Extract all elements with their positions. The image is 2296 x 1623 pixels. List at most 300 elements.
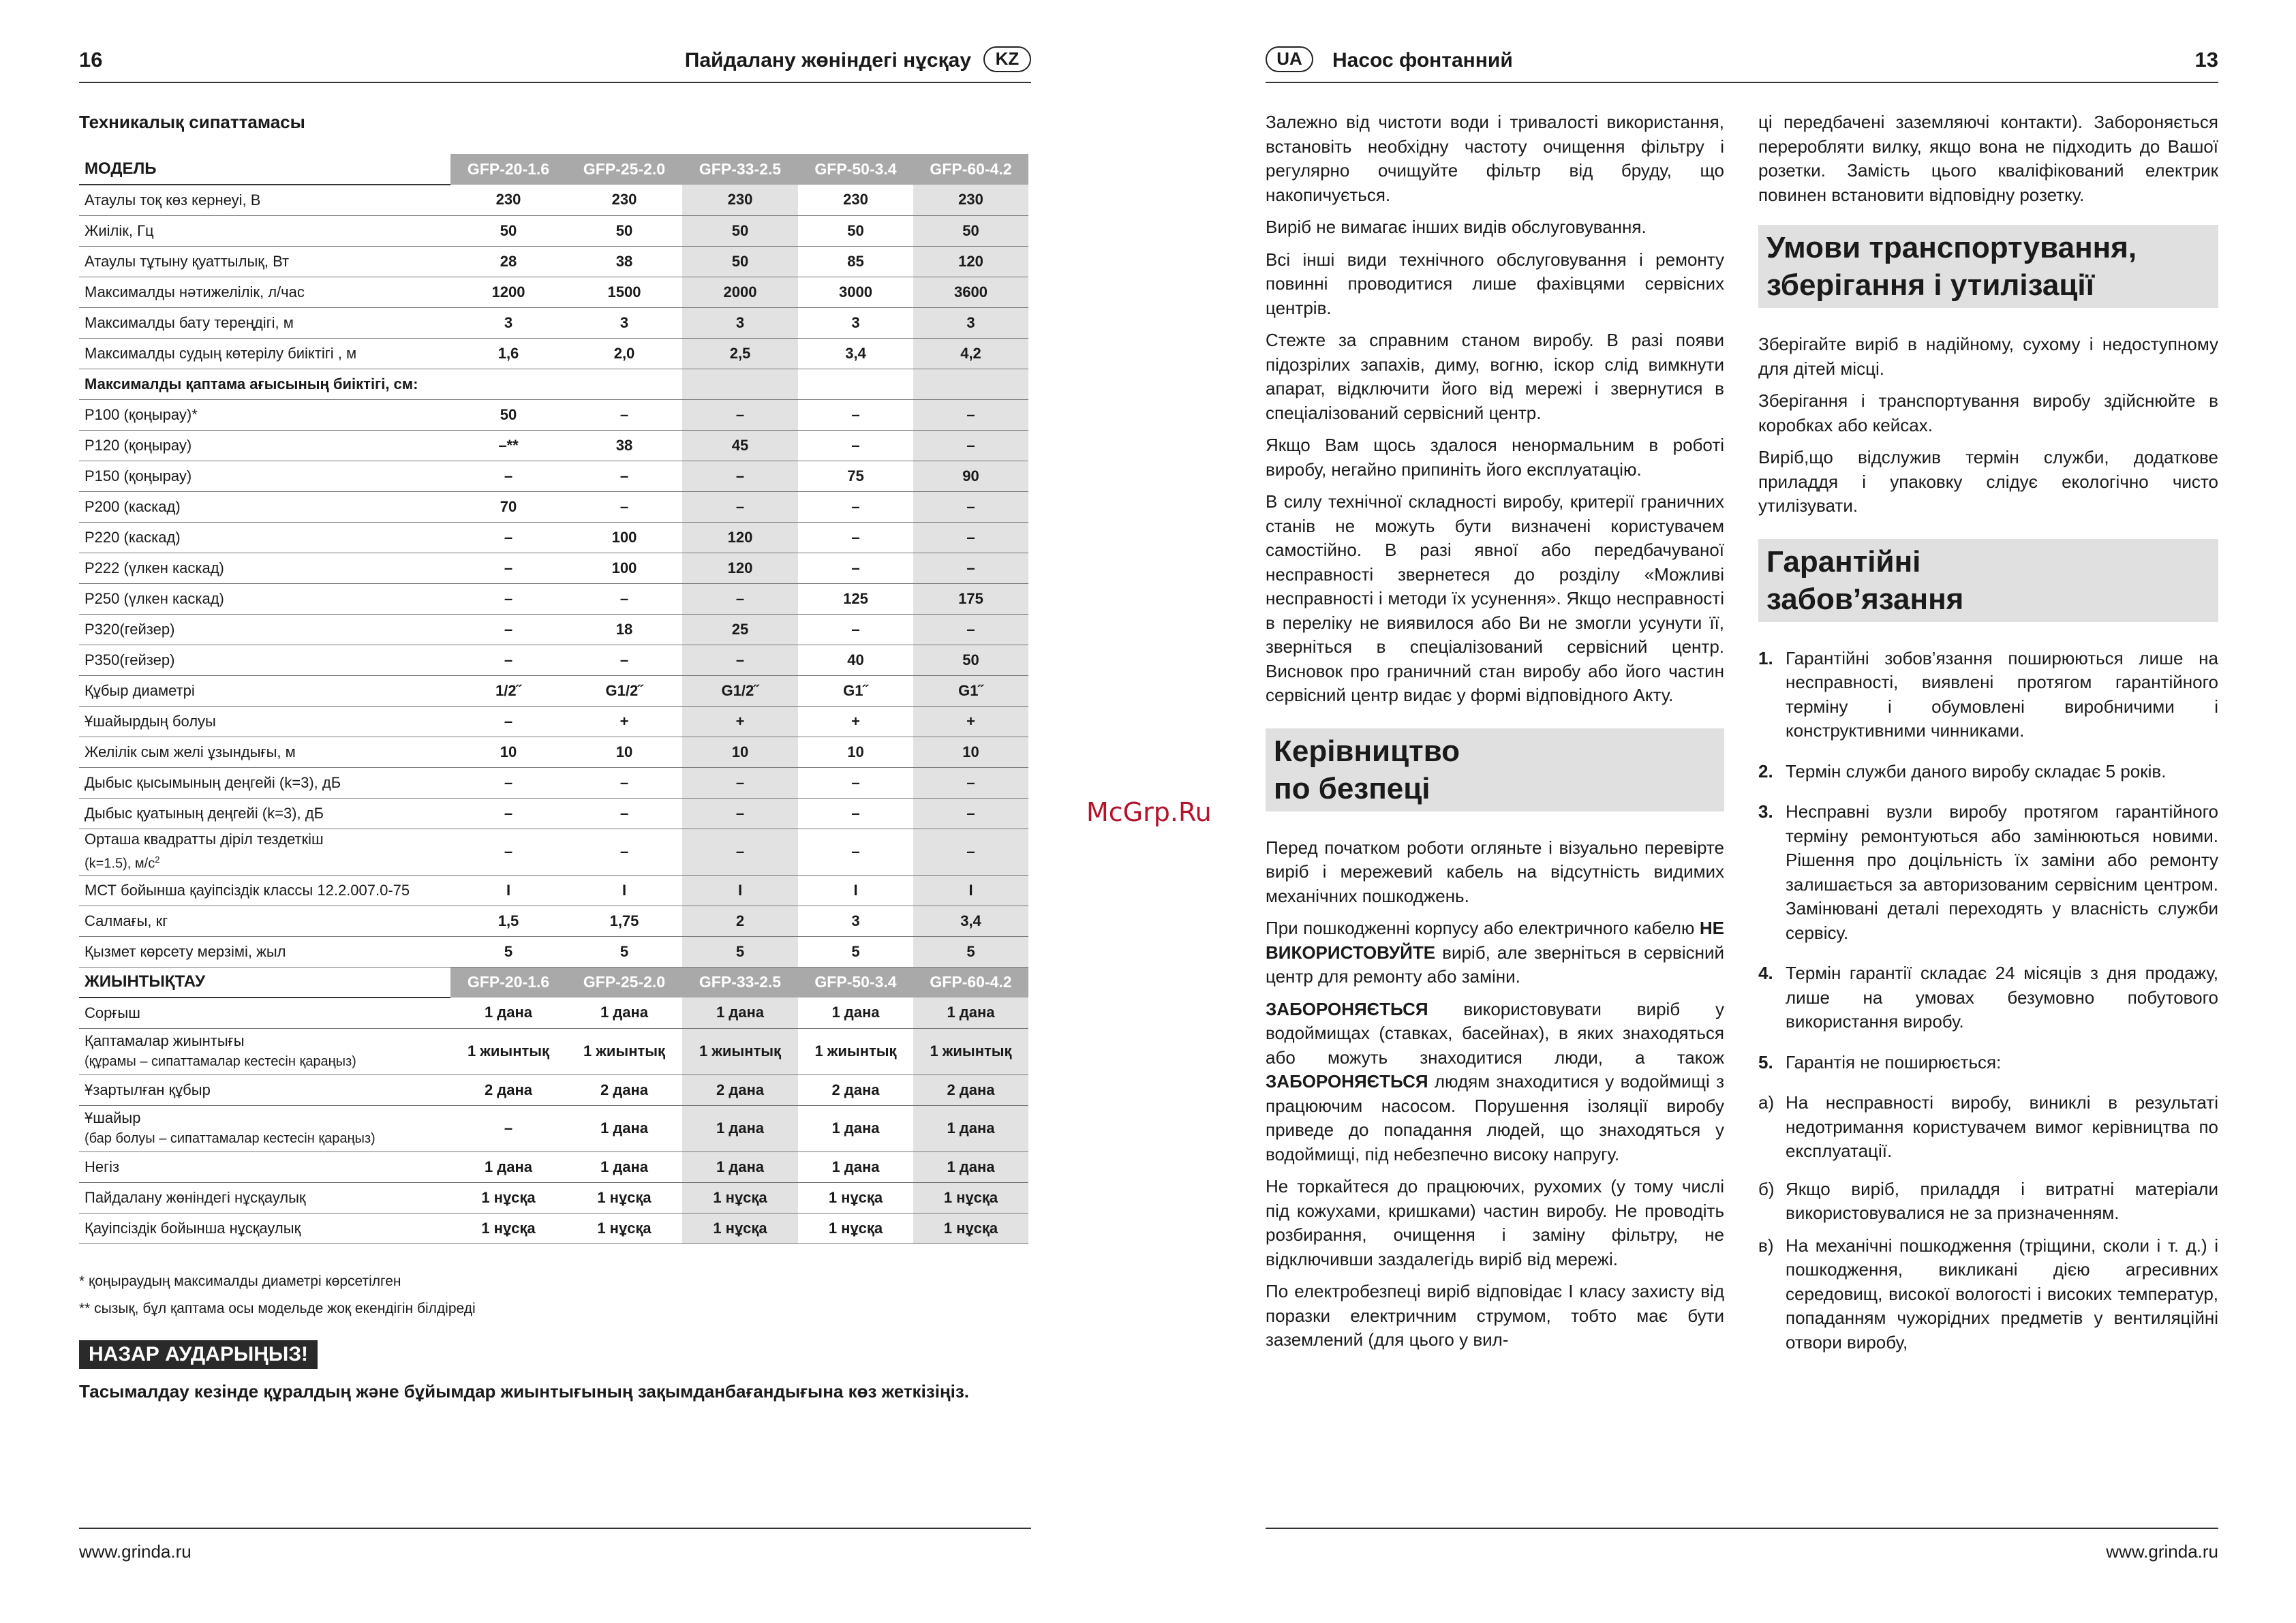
value-cell: 1,6: [450, 338, 566, 369]
warranty-item: [1758, 647, 2218, 743]
value-cell: 1 жиынтық: [798, 1028, 913, 1075]
value-cell: 38: [566, 246, 682, 277]
right-page: [1148, 0, 2296, 1623]
item-marker: 4.: [1758, 963, 1773, 983]
text: При пошкодженні корпусу або електричного кабелю: [1266, 918, 1700, 938]
value-cell: 1 дана: [913, 998, 1028, 1028]
value-cell: 10: [682, 737, 798, 767]
page-footer: [79, 1528, 1031, 1575]
row-label: Сорғыш: [79, 998, 450, 1028]
value-cell: 5: [566, 936, 682, 967]
value-cell: +: [566, 706, 682, 737]
value-cell: G1˝: [913, 675, 1028, 706]
value-cell: –: [566, 829, 682, 875]
value-cell: 1 жиынтық: [913, 1028, 1028, 1075]
item-text: Гарантійні зобов’язання поширюються лише на несправності, виявлені протягом гарантійного терміну і обумовлені виробничими і конструктивними чинниками.: [1786, 647, 2218, 741]
value-cell: 2,5: [682, 338, 798, 369]
paragraph: ці передбачені заземляючі контакти). Забороняється переробляти вилку, якщо вона не підходить до Вашої розетки. Замість цього кваліфікований електрик повинен встановити відповідну розетку.: [1758, 112, 2218, 205]
value-cell: –: [682, 461, 798, 491]
value-cell: I: [798, 875, 913, 906]
paragraph: [1266, 916, 1724, 989]
value-cell: –: [798, 614, 913, 645]
table-row: [79, 737, 1028, 767]
value-cell: –: [566, 399, 682, 430]
transport-heading: [1758, 225, 2218, 308]
value-cell: 2 дана: [798, 1075, 913, 1105]
value-cell: G1/2˝: [682, 675, 798, 706]
table-row: [79, 675, 1028, 706]
value-cell: +: [798, 706, 913, 737]
value-cell: 120: [913, 246, 1028, 277]
row-label: Максималды бату тереңдігі, м: [79, 307, 450, 338]
specifications-table: [79, 154, 1028, 1244]
language-badge: KZ: [983, 46, 1031, 72]
value-cell: –: [682, 399, 798, 430]
value-cell: 3: [450, 307, 566, 338]
value-cell: 50: [913, 645, 1028, 675]
label-text: (бар болуы – сипаттамалар кестесін қараңыз): [85, 1131, 376, 1146]
value-cell: 1 дана: [682, 1151, 798, 1182]
value-cell: –**: [450, 430, 566, 461]
empty-cell: [566, 369, 682, 399]
warranty-heading: [1758, 539, 2218, 622]
value-cell: 28: [450, 246, 566, 277]
value-cell: I: [682, 875, 798, 906]
value-cell: +: [913, 706, 1028, 737]
value-cell: 10: [798, 737, 913, 767]
value-cell: 38: [566, 430, 682, 461]
value-cell: –: [798, 399, 913, 430]
warranty-item: [1758, 1091, 2218, 1164]
item-marker: 5.: [1758, 1051, 1773, 1072]
item-text: Термін служби даного виробу складає 5 років.: [1786, 760, 2167, 782]
value-cell: 230: [798, 185, 913, 215]
value-cell: –: [450, 706, 566, 737]
paragraph: Якщо Вам щось здалося ненормальним в роботі виробу, негайно припиніть його експлуатацію.: [1266, 435, 1724, 480]
model-header: GFP-60-4.2: [913, 967, 1028, 998]
value-cell: 125: [798, 583, 913, 614]
value-cell: 50: [682, 215, 798, 246]
table-row: [79, 491, 1028, 522]
value-cell: 3,4: [798, 338, 913, 369]
label-line: [85, 850, 445, 874]
value-cell: –: [566, 491, 682, 522]
row-label: Максималды судың көтерілу биіктігі , м: [79, 338, 450, 369]
warranty-item: [1758, 1234, 2218, 1355]
row-label: Жиілік, Гц: [79, 215, 450, 246]
value-cell: 1 жиынтық: [450, 1028, 566, 1075]
row-label: P200 (каскад): [79, 491, 450, 522]
value-cell: 3600: [913, 277, 1028, 307]
value-cell: 1 нұсқа: [913, 1213, 1028, 1243]
footnote: * қоңыраудың максималды диаметрі көрсетілген: [79, 1273, 401, 1289]
text: використовувати виріб у водоймищах (ставках, басейнах), в яких знаходяться або можуть знаходитися люди, а також: [1266, 998, 1724, 1068]
value-cell: G1˝: [798, 675, 913, 706]
table-row: [79, 522, 1028, 553]
row-label: P222 (үлкен каскад): [79, 553, 450, 583]
heading-line: по безпеці: [1274, 771, 1430, 805]
value-cell: 230: [450, 185, 566, 215]
row-label: P100 (қоңырау)*: [79, 399, 450, 430]
table-row: [79, 1213, 1028, 1243]
intro-paragraphs: [1266, 110, 1724, 708]
value-cell: –: [913, 522, 1028, 553]
label-line: Орташа квадратты діріл тездеткіш: [85, 831, 324, 848]
table-row: [79, 767, 1028, 798]
table-row: [79, 307, 1028, 338]
row-label: P120 (қоңырау): [79, 430, 450, 461]
table-header-row: [79, 154, 1028, 185]
value-cell: 1 дана: [450, 998, 566, 1028]
page-header: [1266, 41, 2218, 83]
row-label: [79, 1105, 450, 1151]
value-cell: 70: [450, 491, 566, 522]
value-cell: –: [450, 461, 566, 491]
value-cell: –: [682, 767, 798, 798]
value-cell: 1 дана: [682, 1105, 798, 1151]
value-cell: 75: [798, 461, 913, 491]
value-cell: –: [450, 1105, 566, 1151]
value-cell: 4,2: [913, 338, 1028, 369]
paragraph: Перед початком роботи огляньте і візуально перевірте виріб і мережевий кабель на відсутність видимих механічних пошкоджень.: [1266, 837, 1724, 906]
empty-cell: [450, 369, 566, 399]
value-cell: 5: [913, 936, 1028, 967]
value-cell: –: [913, 829, 1028, 875]
table-row: [79, 185, 1028, 215]
row-label: Атаулы тоқ көз кернеуі, В: [79, 185, 450, 215]
value-cell: –: [913, 430, 1028, 461]
item-text: Несправні вузли виробу протягом гарантійного терміну ремонтуються або замінюються новими. Рішення про доцільність їх заміни або ремонту залишається за авторизованим сервісним центром. Замінювані деталі переходять у власність служби сервісу.: [1786, 801, 2218, 943]
value-cell: –: [450, 645, 566, 675]
row-label: МСТ бойынша қауіпсіздік классы 12.2.007.0-75: [79, 875, 450, 906]
row-label: Қауіпсіздік бойынша нұсқаулық: [79, 1213, 450, 1243]
value-cell: 230: [566, 185, 682, 215]
table-row: [79, 1182, 1028, 1213]
table-row: [79, 829, 1028, 875]
warranty-list: [1758, 647, 2218, 1355]
value-cell: –: [450, 553, 566, 583]
row-label: P320(гейзер): [79, 614, 450, 645]
warranty-item: [1758, 1051, 2218, 1075]
value-cell: 100: [566, 522, 682, 553]
value-cell: 40: [798, 645, 913, 675]
value-cell: 3000: [798, 277, 913, 307]
text: людям знаходитися у водоймищі з працюючим насосом. Порушення ізоляції виробу приведе до попадання людей, що знаходяться у водоймищі, під небезпечно високу напругу.: [1266, 1071, 1724, 1164]
value-cell: –: [913, 798, 1028, 829]
value-cell: –: [450, 798, 566, 829]
table-row: [79, 430, 1028, 461]
table-row: [79, 338, 1028, 369]
item-text: Гарантія не поширюється:: [1786, 1051, 2002, 1072]
footer-url: www.grinda.ru: [79, 1541, 192, 1562]
safety-heading: [1266, 728, 1724, 812]
paragraph: Виріб не вимагає інших видів обслуговування.: [1266, 217, 1647, 237]
model-header: GFP-25-2.0: [566, 154, 682, 185]
model-header: GFP-20-1.6: [450, 154, 566, 185]
value-cell: 25: [682, 614, 798, 645]
item-text: Якщо виріб, приладдя і витратні матеріали використовувалися не за призначенням.: [1786, 1178, 2218, 1223]
warning-title: НАЗАР АУДАРЫҢЫЗ!: [79, 1340, 318, 1369]
section-title: Техникалық сипаттамасы: [79, 112, 305, 132]
table-header-row: [79, 967, 1028, 998]
value-cell: –: [913, 553, 1028, 583]
value-cell: 1/2˝: [450, 675, 566, 706]
column-left: [1266, 110, 1724, 1361]
value-cell: 1 дана: [913, 1105, 1028, 1151]
paragraph: [1266, 998, 1724, 1167]
table-row: [79, 645, 1028, 675]
warranty-item: [1758, 961, 2218, 1034]
page-footer: [1266, 1528, 2218, 1575]
value-cell: 120: [682, 553, 798, 583]
header-title: Насос фонтанний: [1332, 49, 1513, 72]
value-cell: 45: [682, 430, 798, 461]
subheader-label: Максималды қаптама ағысының биіктігі, см:: [79, 369, 450, 399]
row-label: Атаулы тұтыну қуаттылық, Вт: [79, 246, 450, 277]
value-cell: 50: [798, 215, 913, 246]
row-label: Дыбыс қуатының деңгейі (k=3), дБ: [79, 798, 450, 829]
item-text: На несправності виробу, виниклі в результаті недотримання користувачем вимог керівництва по експлуатації.: [1786, 1092, 2218, 1161]
value-cell: –: [566, 461, 682, 491]
heading-line: Гарантійні: [1766, 544, 1921, 578]
row-label: P150 (қоңырау): [79, 461, 450, 491]
value-cell: 2 дана: [566, 1075, 682, 1105]
value-cell: +: [682, 706, 798, 737]
table-row: [79, 215, 1028, 246]
superscript: 2: [155, 854, 160, 865]
table-row: [79, 553, 1028, 583]
value-cell: 230: [682, 185, 798, 215]
value-cell: –: [566, 767, 682, 798]
model-header: GFP-60-4.2: [913, 154, 1028, 185]
paragraph: Стежте за справним станом виробу. В разі появи підозрілих запахів, диму, вогню, іскор слід вимкнути апарат, відключити його від мережі і звернутися в спеціалізований сервісний центр.: [1266, 330, 1724, 423]
row-label: P250 (үлкен каскад): [79, 583, 450, 614]
watermark: McGrp.Ru: [1086, 797, 1212, 827]
heading-line: Умови транспортування,: [1766, 231, 2137, 264]
warranty-item: [1758, 1177, 2218, 1226]
label-line: [85, 1051, 445, 1072]
table-row: [79, 1028, 1028, 1075]
value-cell: 1 жиынтық: [566, 1028, 682, 1075]
row-label: [79, 1028, 450, 1075]
value-cell: I: [566, 875, 682, 906]
value-cell: –: [682, 798, 798, 829]
model-header: GFP-25-2.0: [566, 967, 682, 998]
paragraph: Всі інші види технічного обслуговування і ремонту повинні проводитися лише фахівцями сервісних центрів.: [1266, 249, 1724, 318]
row-label: Желілік сым желі ұзындығы, м: [79, 737, 450, 767]
value-cell: 1 дана: [566, 1105, 682, 1151]
value-cell: 90: [913, 461, 1028, 491]
page-header: [79, 41, 1031, 83]
item-text: На механічні пошкодження (тріщини, сколи і т. д.) і пошкодження, викликані дією агресивних середовищ, високої вологості і високих температур, попаданням чужорідних предметів у вентиляційні отвори виробу,: [1786, 1235, 2218, 1352]
header-label: МОДЕЛЬ: [79, 154, 450, 185]
table-row: [79, 875, 1028, 906]
value-cell: –: [798, 522, 913, 553]
value-cell: 10: [913, 737, 1028, 767]
table-row: [79, 246, 1028, 277]
header-title: Пайдалану жөніндегі нұсқау: [684, 49, 971, 72]
value-cell: –: [798, 798, 913, 829]
value-cell: G1/2˝: [566, 675, 682, 706]
item-marker: а): [1758, 1092, 1775, 1113]
empty-cell: [682, 369, 798, 399]
value-cell: 5: [798, 936, 913, 967]
empty-cell: [913, 369, 1028, 399]
heading-line: забов’язання: [1766, 582, 1964, 616]
value-cell: –: [450, 583, 566, 614]
value-cell: 3: [798, 906, 913, 936]
label-line: Қаптамалар жиынтығы: [85, 1032, 245, 1049]
value-cell: 3: [913, 307, 1028, 338]
value-cell: –: [566, 645, 682, 675]
value-cell: 1500: [566, 277, 682, 307]
value-cell: 230: [913, 185, 1028, 215]
value-cell: 2 дана: [913, 1075, 1028, 1105]
paragraph: Виріб,що відслужив термін служби, додаткове приладдя і упаковку слідує екологічно чисто утилізувати.: [1758, 447, 2218, 516]
column-right: [1758, 110, 2218, 1363]
row-label: P350(гейзер): [79, 645, 450, 675]
warranty-item: [1758, 760, 2218, 784]
value-cell: 1 нұсқа: [913, 1182, 1028, 1213]
row-label: P220 (каскад): [79, 522, 450, 553]
warning-text: Тасымалдау кезінде құралдың және бұйымдар жиынтығының зақымданбағандығына көз жеткізіңіз.: [79, 1381, 970, 1402]
value-cell: 3: [566, 307, 682, 338]
value-cell: 2: [682, 906, 798, 936]
label-text: (құрамы – сипаттамалар кестесін қараңыз): [85, 1054, 356, 1069]
value-cell: 1 нұсқа: [798, 1213, 913, 1243]
item-marker: б): [1758, 1178, 1775, 1199]
value-cell: 1 нұсқа: [450, 1213, 566, 1243]
value-cell: 1 дана: [913, 1151, 1028, 1182]
item-marker: в): [1758, 1235, 1774, 1256]
value-cell: –: [798, 553, 913, 583]
row-label: Негіз: [79, 1151, 450, 1182]
value-cell: 10: [450, 737, 566, 767]
heading-line: зберігання і утилізації: [1766, 268, 2095, 302]
heading-line: Керівництво: [1274, 734, 1460, 768]
value-cell: 1 дана: [798, 998, 913, 1028]
warranty-item: [1758, 800, 2218, 945]
value-cell: 1 нұсқа: [566, 1213, 682, 1243]
table-row: [79, 1075, 1028, 1105]
label-text: (k=1.5), м/с: [85, 856, 155, 871]
row-label: Ұзартылған құбыр: [79, 1075, 450, 1105]
value-cell: I: [450, 875, 566, 906]
value-cell: –: [450, 522, 566, 553]
value-cell: 2 дана: [682, 1075, 798, 1105]
table-row: [79, 461, 1028, 491]
value-cell: –: [798, 491, 913, 522]
paragraph: Зберігання і транспортування виробу здійснюйте в коробках або кейсах.: [1758, 390, 2218, 435]
value-cell: 1,5: [450, 906, 566, 936]
value-cell: 10: [566, 737, 682, 767]
table-row: [79, 906, 1028, 936]
text-bold: ЗАБОРОНЯЄТЬСЯ: [1266, 998, 1428, 1019]
label-line: Ұшайыр: [85, 1109, 141, 1126]
value-cell: –: [566, 583, 682, 614]
value-cell: 175: [913, 583, 1028, 614]
item-text: Термін гарантії складає 24 місяців з дня продажу, лише на умовах безумовно побутового використання виробу.: [1786, 963, 2218, 1032]
value-cell: 1 дана: [798, 1151, 913, 1182]
value-cell: 2 дана: [450, 1075, 566, 1105]
value-cell: 1 нұсқа: [566, 1182, 682, 1213]
value-cell: 3: [682, 307, 798, 338]
table-row: [79, 1105, 1028, 1151]
paragraph: Не торкайтеся до працюючих, рухомих (у тому числі під кожухами, кришками) частин виробу. Не проводіть розбирання, очищення і заміну фільтру, не відключивши заздалегідь виріб від мережі.: [1266, 1176, 1724, 1269]
table-row: [79, 277, 1028, 307]
value-cell: 120: [682, 522, 798, 553]
value-cell: –: [450, 614, 566, 645]
table-row: [79, 798, 1028, 829]
value-cell: –: [913, 491, 1028, 522]
value-cell: 2,0: [566, 338, 682, 369]
value-cell: 1 дана: [566, 1151, 682, 1182]
text-bold: ЗАБОРОНЯЄТЬСЯ: [1266, 1071, 1428, 1092]
page-number: 13: [2194, 48, 2218, 72]
value-cell: 1 дана: [682, 998, 798, 1028]
value-cell: 50: [913, 215, 1028, 246]
value-cell: 2000: [682, 277, 798, 307]
table-row: [79, 998, 1028, 1028]
row-label: Қызмет көрсету мерзімі, жыл: [79, 936, 450, 967]
value-cell: –: [913, 399, 1028, 430]
page-number: 16: [79, 48, 103, 72]
value-cell: 3,4: [913, 906, 1028, 936]
value-cell: –: [450, 767, 566, 798]
table-row: [79, 614, 1028, 645]
item-marker: 3.: [1758, 801, 1773, 822]
header-label: ЖИЫНТЫҚТАУ: [79, 967, 450, 998]
value-cell: 1,75: [566, 906, 682, 936]
value-cell: –: [798, 767, 913, 798]
value-cell: 50: [682, 246, 798, 277]
value-cell: 1 дана: [566, 998, 682, 1028]
row-label: Салмағы, кг: [79, 906, 450, 936]
value-cell: –: [798, 829, 913, 875]
table-row: [79, 399, 1028, 430]
value-cell: 1 дана: [798, 1105, 913, 1151]
row-label: [79, 829, 450, 875]
text-bold: НЕ ВИКОРИСТОВУЙТЕ: [1266, 918, 1724, 963]
footer-url: www.grinda.ru: [2106, 1541, 2218, 1562]
row-label: Дыбыс қысымының деңгейі (k=3), дБ: [79, 767, 450, 798]
row-label: Құбыр диаметрі: [79, 675, 450, 706]
value-cell: –: [566, 798, 682, 829]
value-cell: 1 жиынтық: [682, 1028, 798, 1075]
model-header: GFP-20-1.6: [450, 967, 566, 998]
value-cell: 1200: [450, 277, 566, 307]
footnote: ** сызық, бұл қаптама осы модельде жоқ екендігін білдіреді: [79, 1301, 476, 1316]
model-header: GFP-33-2.5: [682, 154, 798, 185]
value-cell: 1 нұсқа: [450, 1182, 566, 1213]
empty-cell: [798, 369, 913, 399]
text: виріб, але зверніться в сервісний центр для ремонту або заміни.: [1266, 942, 1724, 987]
value-cell: –: [682, 583, 798, 614]
row-label: Пайдалану жөніндегі нұсқаулық: [79, 1182, 450, 1213]
paragraph: Зберігайте виріб в надійному, сухому і недоступному для дітей місці.: [1758, 334, 2218, 379]
value-cell: –: [682, 829, 798, 875]
model-header: GFP-50-3.4: [798, 967, 913, 998]
table-row: [79, 706, 1028, 737]
value-cell: 50: [450, 399, 566, 430]
paragraph: Залежно від чистоти води і тривалості використання, встановіть необхідну частоту очищення фільтру і регулярно очищуйте фільтр від бруду, що накопичується.: [1266, 112, 1724, 205]
value-cell: 1 нұсқа: [798, 1182, 913, 1213]
paragraph: В силу технічної складності виробу, критерії граничних станів не можуть бути визначені користувачем самостійно. В разі явної або передбачуваної несправності звернетеся до розділу «Можливі несправності і методи їх усунення». Якщо несправності в переліку не виявилося або Ви не змогли усунути її, зверніться в спеціалізований сервісний центр. Висновок про граничний стан виробу або його частин сервісний центр видає у формі відповідного Акту.: [1266, 491, 1724, 705]
value-cell: 1 нұсқа: [682, 1213, 798, 1243]
model-header: GFP-33-2.5: [682, 967, 798, 998]
value-cell: –: [682, 645, 798, 675]
value-cell: –: [913, 614, 1028, 645]
